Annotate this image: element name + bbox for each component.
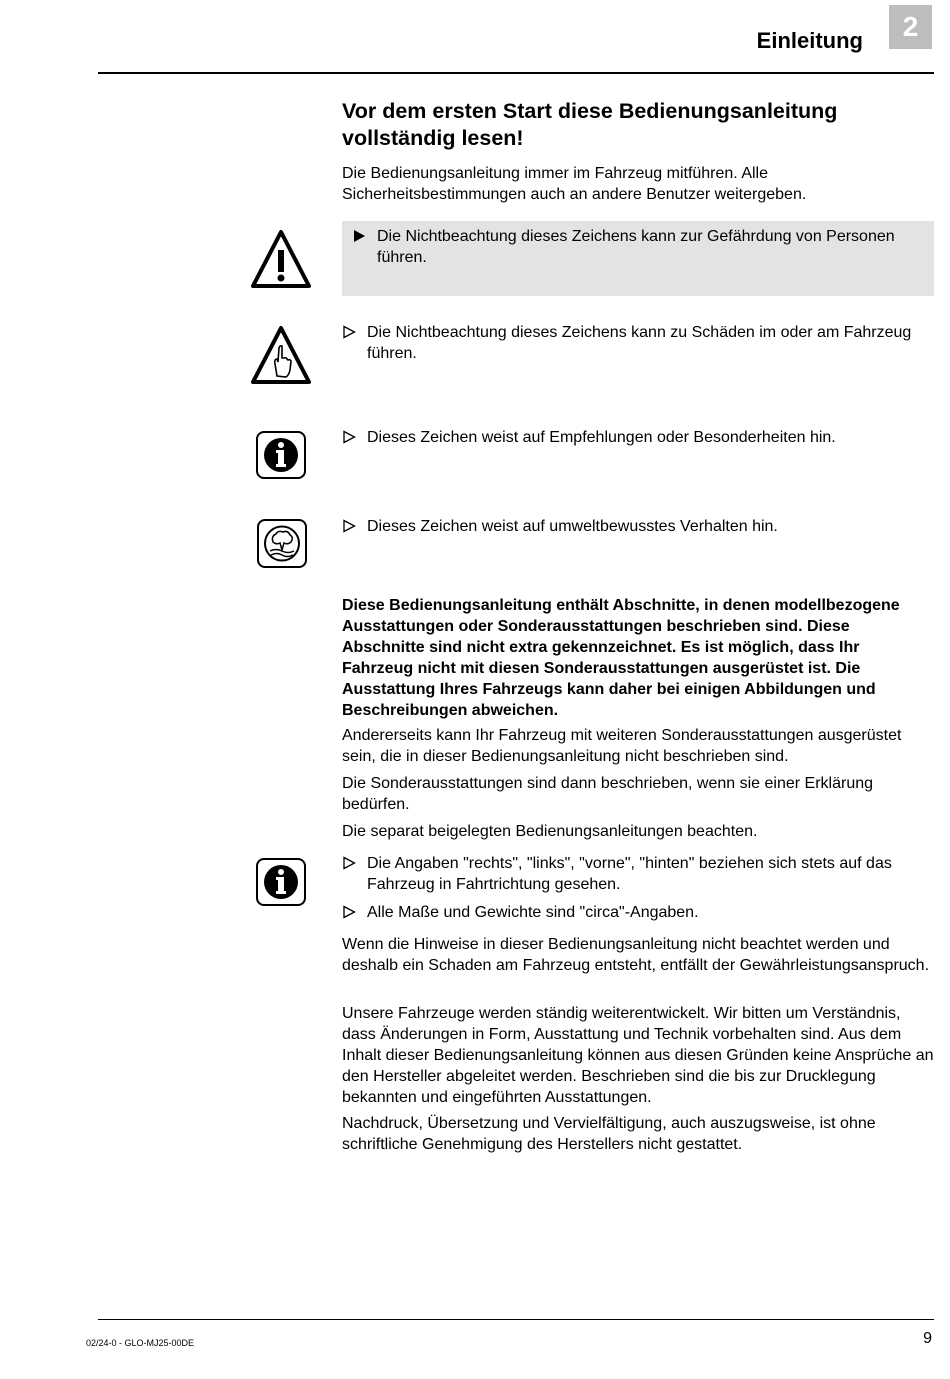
info-bullet-text: Alle Maße und Gewichte sind "circa"-Angaben. — [367, 904, 699, 921]
outline-triangle-bullet-icon — [342, 518, 356, 539]
info-icon — [255, 857, 307, 907]
page-number: 9 — [923, 1330, 932, 1347]
paragraph: Nachdruck, Übersetzung und Vervielfältigung, auch auszugsweise, ist ohne schriftliche Genehmigung des Herstellers nicht gestattet. — [342, 1115, 876, 1153]
info-bullet — [342, 853, 934, 895]
paragraph: Die Sonderausstattungen sind dann beschrieben, wenn sie einer Erklärung bedürfen. — [342, 775, 874, 813]
outline-triangle-bullet-icon — [342, 324, 356, 345]
symbol-text: Dieses Zeichen weist auf umweltbewusstes Verhalten hin. — [367, 518, 778, 535]
symbol-item-environment — [342, 516, 934, 537]
info-bullet-text: Die Angaben "rechts", "links", "vorne", "hinten" beziehen sich stets auf das Fahrzeug in Fahrtrichtung gesehen. — [367, 855, 892, 893]
header-rule — [98, 72, 934, 74]
outline-triangle-bullet-icon — [342, 904, 356, 925]
document-code: 02/24-0 - GLO-MJ25-00DE — [86, 1338, 195, 1348]
symbol-text: Die Nichtbeachtung dieses Zeichens kann zur Gefährdung von Personen führen. — [377, 228, 895, 266]
symbol-text: Dieses Zeichen weist auf Empfehlungen oder Besonderheiten hin. — [367, 429, 836, 446]
filled-triangle-bullet-icon — [352, 228, 366, 249]
symbol-item-caution — [342, 322, 934, 364]
danger-warning-icon — [250, 228, 312, 290]
paragraph: Andererseits kann Ihr Fahrzeug mit weiteren Sonderausstattungen ausgerüstet sein, die in dieser Bedienungsanleitung nicht beschrieben sind. — [342, 727, 902, 765]
page-heading: Vor dem ersten Start diese Bedienungsanleitung vollständig lesen! — [342, 99, 838, 150]
outline-triangle-bullet-icon — [342, 855, 356, 876]
info-bullet — [342, 902, 934, 923]
symbol-text: Die Nichtbeachtung dieses Zeichens kann zu Schäden im oder am Fahrzeug führen. — [367, 324, 912, 362]
paragraph: Die separat beigelegten Bedienungsanleitungen beachten. — [342, 823, 758, 840]
caution-hand-icon — [250, 324, 312, 386]
environment-icon — [256, 518, 308, 569]
equipment-notice: Diese Bedienungsanleitung enthält Abschnitte, in denen modellbezogene Ausstattungen oder Sonderausstattungen beschrieben sind. Diese Abschnitte sind nicht extra gekennzeichnet. Es ist möglich, dass Ihr Fahrzeug nicht mit diesen Sonderausstattungen ausgerüstet ist. Die Ausstattung Ihres Fahrzeugs kann daher bei einigen Abbildungen und Beschreibungen abweichen. — [342, 597, 900, 719]
outline-triangle-bullet-icon — [342, 429, 356, 450]
intro-paragraph: Die Bedienungsanleitung immer im Fahrzeug mitführen. Alle Sicherheitsbestimmungen auch an andere Benutzer weitergeben. — [342, 165, 807, 203]
footer-rule — [98, 1319, 934, 1320]
chapter-title: Einleitung — [756, 28, 863, 53]
paragraph: Wenn die Hinweise in dieser Bedienungsanleitung nicht beachtet werden und deshalb ein Schaden am Fahrzeug entsteht, entfällt der Gewährleistungsanspruch. — [342, 936, 930, 974]
symbol-item-info — [342, 427, 934, 448]
chapter-number-badge: 2 — [889, 5, 932, 49]
paragraph: Unsere Fahrzeuge werden ständig weiterentwickelt. Wir bitten um Verständnis, dass Änderungen in Form, Ausstattung und Technik vorbehalten sind. Aus dem Inhalt dieser Bedienungsanleitung können aus diesen Gründen keine Ansprüche an den Hersteller abgeleitet werden. Beschrieben sind die bis zur Drucklegung bekannten und eingeführten Ausstattungen. — [342, 1005, 934, 1106]
info-icon — [255, 430, 307, 480]
symbol-item-danger — [352, 226, 912, 268]
